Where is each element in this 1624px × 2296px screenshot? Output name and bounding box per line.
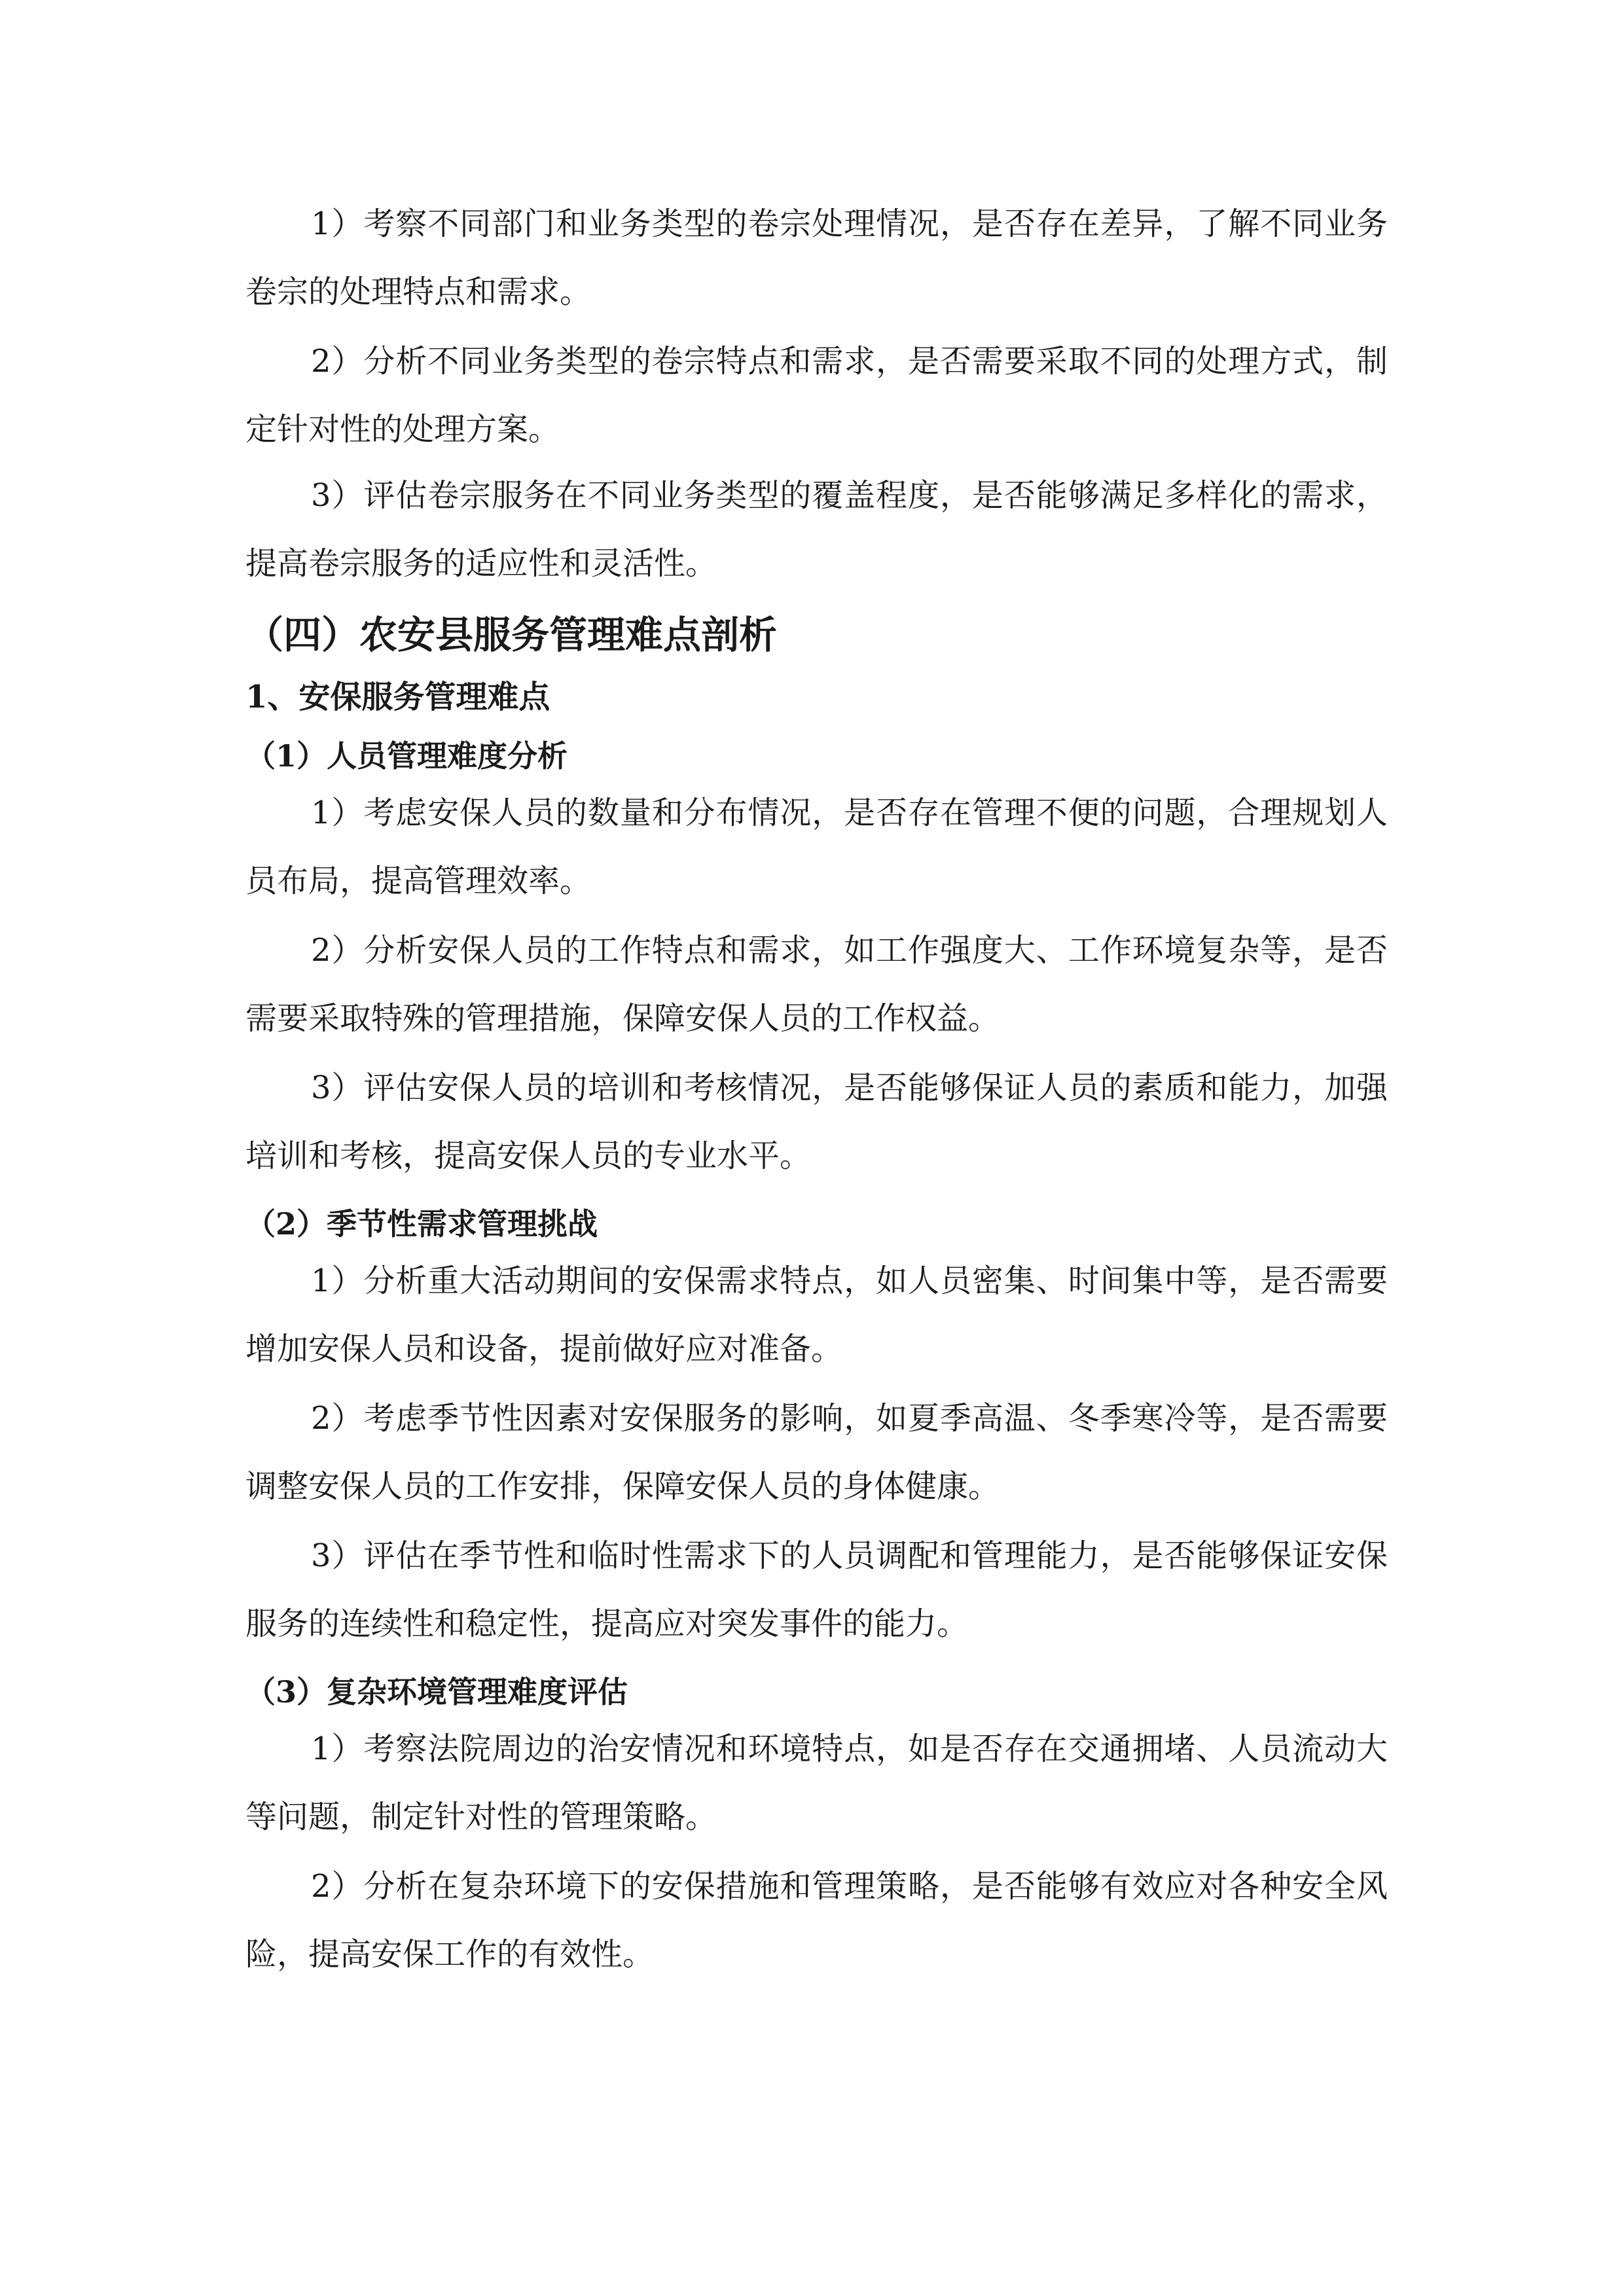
paragraph-3: 3）评估卷宗服务在不同业务类型的覆盖程度，是否能够满足多样化的需求，提高卷宗服务的适应性和灵活性。 — [245, 477, 1388, 582]
paragraph-5: 2）分析安保人员的工作特点和需求，如工作强度大、工作环境复杂等，是否需要采取特殊的管理措施，保障安保人员的工作权益。 — [245, 932, 1388, 1037]
section-heading: （四）农安县服务管理难点剖析 — [245, 613, 778, 657]
paragraph-10: 1）考察法院周边的治安情况和环境特点，如是否存在交通拥堵、人员流动大等问题，制定针对性的管理策略。 — [245, 1731, 1388, 1835]
paragraph-7: 1）分析重大活动期间的安保需求特点，如人员密集、时间集中等，是否需要增加安保人员和设备，提前做好应对准备。 — [245, 1263, 1388, 1367]
sub-subsection-heading-3: （3）复杂环境管理难度评估 — [245, 1674, 628, 1710]
sub-subsection-heading-1: （1）人员管理难度分析 — [245, 738, 568, 774]
paragraph-2: 2）分析不同业务类型的卷宗特点和需求，是否需要采取不同的处理方式，制定针对性的处理方案。 — [245, 343, 1388, 448]
sub-subsection-heading-2: （2）季节性需求管理挑战 — [245, 1206, 598, 1242]
paragraph-4: 1）考虑安保人员的数量和分布情况，是否存在管理不便的问题，合理规划人员布局，提高管理效率。 — [245, 795, 1388, 899]
paragraph-9: 3）评估在季节性和临时性需求下的人员调配和管理能力，是否能够保证安保服务的连续性和稳定性，提高应对突发事件的能力。 — [245, 1537, 1388, 1642]
subsection-heading: 1、安保服务管理难点 — [245, 679, 550, 715]
paragraph-11: 2）分析在复杂环境下的安保措施和管理策略，是否能够有效应对各种安全风险，提高安保工作的有效性。 — [245, 1868, 1388, 1973]
paragraph-6: 3）评估安保人员的培训和考核情况，是否能够保证人员的素质和能力，加强培训和考核，提高安保人员的专业水平。 — [245, 1069, 1388, 1174]
paragraph-1: 1）考察不同部门和业务类型的卷宗处理情况，是否存在差异，了解不同业务卷宗的处理特点和需求。 — [245, 206, 1388, 310]
paragraph-8: 2）考虑季节性因素对安保服务的影响，如夏季高温、冬季寒冷等，是否需要调整安保人员的工作安排，保障安保人员的身体健康。 — [245, 1400, 1388, 1505]
